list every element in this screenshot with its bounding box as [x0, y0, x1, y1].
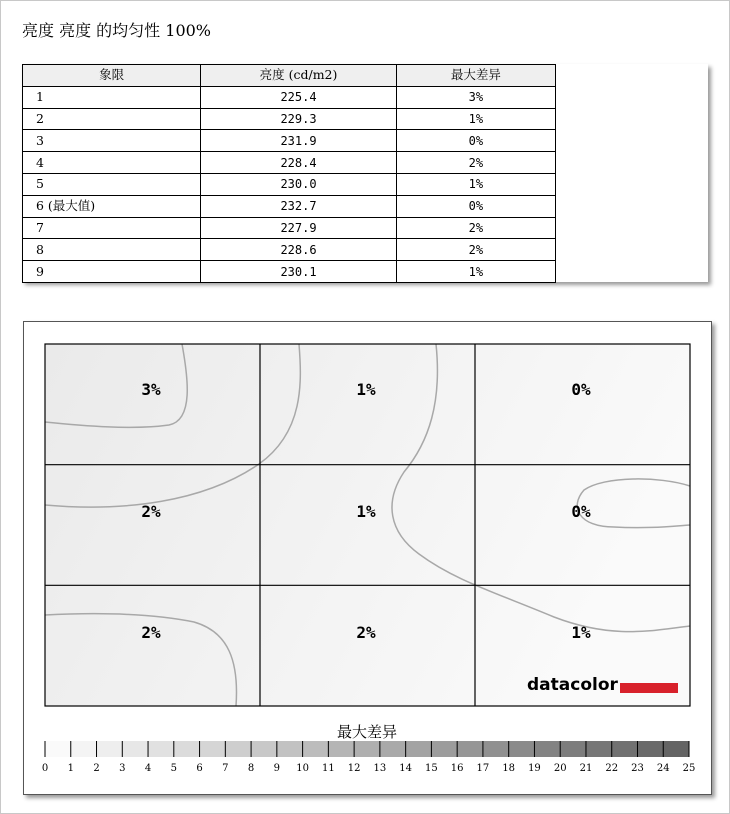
table-row	[23, 130, 556, 152]
luminance-cell: 225.4	[201, 86, 396, 108]
legend-swatch	[328, 741, 354, 757]
quadrant-cell: 8	[23, 239, 201, 261]
legend-tick-label: 12	[347, 763, 361, 774]
legend-swatch	[406, 741, 432, 757]
cell-value-label: 2%	[356, 623, 376, 642]
legend-swatch	[148, 741, 174, 757]
table-row	[23, 217, 556, 239]
max-difference-cell: 1%	[396, 261, 555, 283]
legend-tick-label: 6	[196, 763, 203, 774]
legend-tick-label: 7	[222, 763, 229, 774]
table-header-row	[23, 65, 556, 87]
legend-tick-label: 1	[67, 763, 74, 774]
quadrant-cell: 9	[23, 261, 201, 283]
legend-swatch	[457, 741, 483, 757]
luminance-cell: 231.9	[201, 130, 396, 152]
legend-tick-label: 4	[144, 763, 152, 774]
quadrant-cell: 1	[23, 86, 201, 108]
luminance-cell: 230.0	[201, 173, 396, 195]
legend-tick-label: 11	[321, 763, 335, 774]
legend-swatch	[431, 741, 457, 757]
legend-tick-label: 14	[399, 763, 413, 774]
cell-value-label: 1%	[356, 380, 376, 399]
table-row	[23, 152, 556, 174]
luminance-cell: 228.6	[201, 239, 396, 261]
legend-tick-label: 0	[41, 763, 49, 774]
column-header-quadrant: 象限	[23, 65, 201, 87]
table-row	[23, 261, 556, 283]
table-row	[23, 239, 556, 261]
legend-swatch	[509, 741, 535, 757]
max-difference-cell: 0%	[396, 195, 555, 217]
max-difference-cell: 2%	[396, 217, 555, 239]
legend-tick-label: 18	[502, 763, 516, 774]
datacolor-logo-text: datacolor	[527, 675, 618, 695]
results-table-panel	[22, 64, 708, 282]
legend-swatch	[560, 741, 586, 757]
legend-tick-label: 16	[450, 763, 464, 774]
cell-value-label: 1%	[571, 623, 591, 642]
legend-tick-label: 17	[476, 763, 490, 774]
legend-tick-label: 2	[93, 763, 100, 774]
legend-tick-label: 13	[373, 763, 387, 774]
datacolor-logo-bar	[620, 683, 678, 693]
legend-tick-label: 15	[425, 763, 438, 774]
max-difference-cell: 1%	[396, 173, 555, 195]
legend-swatch	[586, 741, 612, 757]
legend-swatch	[200, 741, 226, 757]
luminance-cell: 228.4	[201, 152, 396, 174]
results-table	[22, 64, 556, 283]
legend-tick-label: 3	[119, 763, 126, 774]
legend-swatch	[663, 741, 689, 757]
max-difference-cell: 0%	[396, 130, 555, 152]
legend-swatch	[612, 741, 638, 757]
legend-title: 最大差异	[336, 723, 398, 741]
legend-tick-label: 22	[605, 763, 619, 774]
luminance-cell: 227.9	[201, 217, 396, 239]
table-row	[23, 86, 556, 108]
max-difference-cell: 2%	[396, 239, 555, 261]
legend-tick-label: 20	[553, 763, 567, 774]
cell-value-label: 0%	[571, 380, 591, 399]
max-difference-cell: 2%	[396, 152, 555, 174]
legend-scale	[42, 741, 696, 774]
cell-value-label: 2%	[141, 502, 161, 521]
cell-value-label: 0%	[571, 502, 591, 521]
luminance-cell: 229.3	[201, 108, 396, 130]
legend-tick-label: 21	[579, 763, 593, 774]
quadrant-cell: 6 (最大值)	[23, 195, 201, 217]
cell-value-label: 3%	[141, 380, 161, 399]
legend-swatch	[71, 741, 97, 757]
cell-value-label: 1%	[356, 502, 376, 521]
quadrant-cell: 4	[23, 152, 201, 174]
max-difference-cell: 1%	[396, 108, 555, 130]
legend-tick-label: 8	[247, 763, 255, 774]
legend-tick-label: 24	[656, 763, 670, 774]
legend-swatch	[225, 741, 251, 757]
page-title: 亮度 亮度 的均匀性 100%	[22, 21, 212, 40]
legend-swatch	[303, 741, 329, 757]
legend-swatch	[483, 741, 509, 757]
column-header-max-difference: 最大差异	[396, 65, 555, 87]
legend-tick-label: 10	[296, 763, 309, 774]
quadrant-cell: 5	[23, 173, 201, 195]
legend-swatch	[380, 741, 406, 757]
legend-swatch	[534, 741, 560, 757]
legend-swatch	[277, 741, 303, 757]
uniformity-map-panel	[23, 321, 712, 795]
luminance-cell: 232.7	[201, 195, 396, 217]
quadrant-cell: 3	[23, 130, 201, 152]
luminance-cell: 230.1	[201, 261, 396, 283]
legend-swatch	[354, 741, 380, 757]
table-row	[23, 173, 556, 195]
legend-tick-label: 25	[682, 763, 696, 774]
legend-tick-label: 5	[170, 763, 177, 774]
table-row	[23, 108, 556, 130]
legend-swatch	[637, 741, 663, 757]
quadrant-cell: 2	[23, 108, 201, 130]
legend-tick-label: 9	[273, 763, 281, 774]
legend-swatch	[122, 741, 148, 757]
legend-swatch	[45, 741, 71, 757]
column-header-luminance: 亮度 (cd/m2)	[201, 65, 396, 87]
cell-value-label: 2%	[141, 623, 161, 642]
max-difference-cell: 3%	[396, 86, 555, 108]
legend-swatch	[97, 741, 123, 757]
legend-swatch	[174, 741, 200, 757]
quadrant-cell: 7	[23, 217, 201, 239]
table-row	[23, 195, 556, 217]
uniformity-map	[24, 322, 711, 794]
legend-tick-label: 23	[631, 763, 644, 774]
legend-swatch	[251, 741, 277, 757]
legend-tick-label: 19	[528, 763, 541, 774]
